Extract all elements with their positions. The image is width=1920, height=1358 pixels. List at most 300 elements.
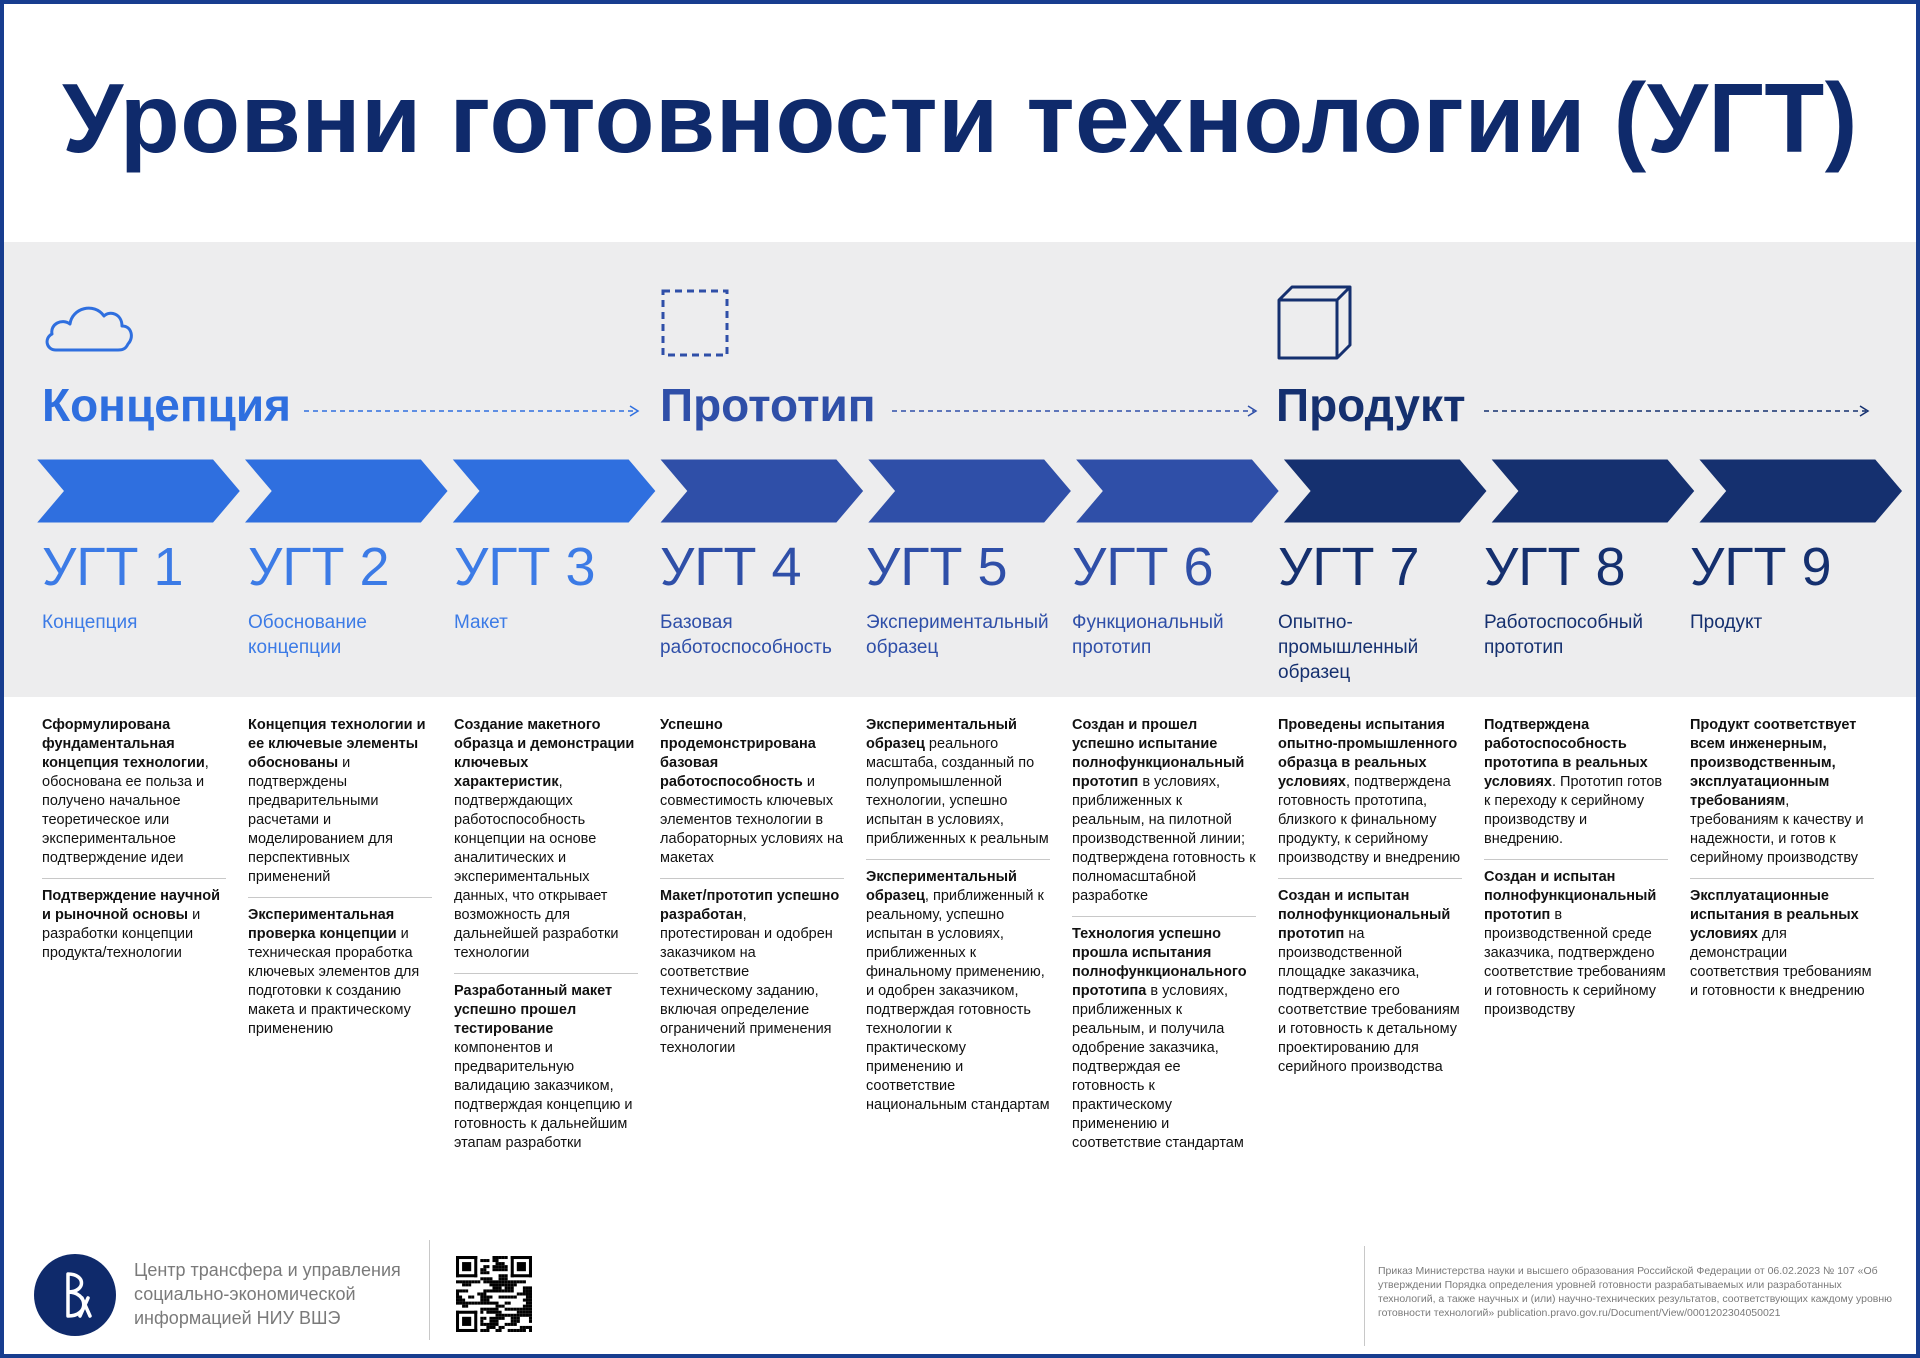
qr-module <box>511 1286 514 1289</box>
description-divider <box>660 878 844 879</box>
qr-module <box>517 1317 520 1320</box>
description-block <box>1072 925 1256 1153</box>
qr-module <box>456 1289 459 1292</box>
description-bold: Подтверждена работоспособность прототипа в реальных условиях <box>1484 717 1648 790</box>
qr-module <box>508 1280 511 1283</box>
description-bold: Эксплуатационные испытания в реальных условиях <box>1690 888 1859 942</box>
qr-module <box>468 1302 471 1305</box>
qr-module <box>505 1286 508 1289</box>
qr-module <box>483 1308 486 1311</box>
description-bold: Экспериментальная проверка концепции <box>248 907 397 942</box>
qr-module <box>462 1305 465 1308</box>
qr-module <box>499 1326 502 1329</box>
phase-label-concept: Концепция <box>42 379 292 431</box>
description-divider <box>1072 916 1256 917</box>
qr-module <box>456 1302 459 1305</box>
qr-module <box>483 1323 486 1326</box>
qr-module <box>526 1299 529 1302</box>
qr-module <box>514 1296 517 1299</box>
qr-module <box>499 1296 502 1299</box>
qr-module <box>526 1305 529 1308</box>
qr-module <box>480 1299 483 1302</box>
qr-module <box>508 1283 511 1286</box>
description-bold: Экспериментальный образец <box>866 717 1017 752</box>
qr-module <box>529 1320 532 1323</box>
qr-module <box>492 1268 495 1271</box>
qr-module <box>529 1296 532 1299</box>
description-bold: Экспериментальный образец <box>866 869 1017 904</box>
description-text: , протестирован и одобрен заказчиком на соответствие техническому заданию, включая определение ограничений применения технологии <box>660 907 833 1056</box>
qr-module <box>529 1329 532 1332</box>
description-block <box>1484 716 1668 849</box>
qr-module <box>492 1259 495 1262</box>
qr-module <box>486 1329 489 1332</box>
qr-module <box>505 1283 508 1286</box>
qr-module <box>502 1305 505 1308</box>
qr-module <box>486 1296 489 1299</box>
qr-module <box>529 1311 532 1314</box>
qr-module <box>480 1329 483 1332</box>
level-number: УГТ 1 <box>42 537 184 597</box>
qr-module <box>486 1323 489 1326</box>
chevron-segment <box>657 458 865 524</box>
qr-module <box>529 1326 532 1329</box>
qr-module <box>505 1274 508 1277</box>
description-text: и совместимость ключевых элементов технологии в лабораторных условиях на макетах <box>660 774 844 866</box>
qr-module <box>511 1314 514 1317</box>
level-number: УГТ 6 <box>1072 537 1214 597</box>
qr-module <box>523 1292 526 1295</box>
qr-module <box>462 1289 465 1292</box>
qr-module <box>517 1292 520 1295</box>
description-text: на производственной площадке заказчика, подтверждено его соответствие требованиям и готовность к детальному проектированию для серийного производства <box>1278 926 1460 1075</box>
qr-module <box>502 1280 505 1283</box>
description-block <box>248 716 432 887</box>
qr-module <box>462 1299 465 1302</box>
qr-module <box>517 1329 520 1332</box>
qr-module <box>505 1302 508 1305</box>
qr-module <box>511 1256 532 1259</box>
qr-module <box>514 1308 517 1311</box>
level-number: УГТ 7 <box>1278 537 1420 597</box>
qr-module <box>483 1268 486 1271</box>
qr-module <box>459 1280 462 1283</box>
qr-module <box>489 1320 492 1323</box>
description-block <box>42 887 226 963</box>
description-bold: Создан и испытан полнофункциональный прототип <box>1278 888 1451 942</box>
qr-module <box>480 1311 483 1314</box>
qr-module <box>489 1317 492 1320</box>
qr-module <box>499 1329 502 1332</box>
qr-module <box>465 1305 468 1308</box>
qr-module <box>496 1323 499 1326</box>
qr-module <box>511 1308 514 1311</box>
qr-module <box>526 1326 529 1329</box>
qr-module <box>514 1283 517 1286</box>
qr-module <box>474 1302 477 1305</box>
description-bold: Создан и прошел успешно испытание полнофункциональный прототип <box>1072 717 1245 790</box>
qr-module <box>505 1268 508 1271</box>
qr-module <box>529 1317 532 1320</box>
qr-module <box>511 1320 514 1323</box>
level-name: Опытно-промышленный образец <box>1278 612 1419 683</box>
qr-module <box>514 1323 517 1326</box>
qr-module <box>462 1317 471 1326</box>
qr-module <box>486 1308 489 1311</box>
qr-module <box>529 1256 532 1277</box>
qr-module <box>459 1296 462 1299</box>
qr-module <box>486 1265 489 1268</box>
qr-module <box>456 1256 477 1259</box>
qr-module <box>486 1299 489 1302</box>
qr-module <box>514 1314 517 1317</box>
qr-module <box>526 1302 529 1305</box>
qr-module <box>471 1280 474 1283</box>
qr-module <box>517 1314 520 1317</box>
qr-module <box>499 1314 502 1317</box>
description-bold: Проведены испытания опытно-промышленного образца в реальных условиях <box>1278 717 1458 790</box>
description-bold: Концепция технологии и ее ключевые элементы обоснованы <box>248 717 426 771</box>
qr-module <box>523 1314 526 1317</box>
qr-module <box>474 1311 477 1332</box>
qr-module <box>526 1292 529 1295</box>
phase-label-prototype: Прототип <box>660 379 876 431</box>
qr-module <box>462 1283 465 1286</box>
qr-module <box>496 1302 499 1305</box>
qr-module <box>508 1329 511 1332</box>
qr-module <box>514 1280 517 1283</box>
description-block <box>1278 887 1462 1077</box>
qr-module <box>462 1302 465 1305</box>
description-bold: Создание макетного образца и демонстрации ключевых характеристик <box>454 717 635 790</box>
qr-module <box>511 1289 514 1292</box>
qr-module <box>480 1277 483 1280</box>
qr-module <box>471 1302 474 1305</box>
description-bold: Создан и испытан полнофункциональный прототип <box>1484 869 1657 923</box>
footer-divider <box>429 1240 430 1340</box>
qr-module <box>526 1289 529 1292</box>
qr-module <box>499 1311 502 1314</box>
qr-module <box>529 1305 532 1308</box>
qr-module <box>523 1308 526 1311</box>
phase-arrow-3 <box>1484 404 1874 418</box>
qr-module <box>529 1292 532 1295</box>
qr-module <box>529 1314 532 1317</box>
description-text: для демонстрации соответствия требованиям и готовности к внедрению <box>1690 926 1872 999</box>
qr-module <box>480 1271 483 1274</box>
qr-module <box>456 1311 477 1314</box>
dashed-square-icon <box>660 288 730 358</box>
page-title: Уровни готовности технологии (УГТ) <box>62 63 1858 173</box>
qr-module <box>483 1299 486 1302</box>
qr-code-icon[interactable] <box>456 1256 532 1332</box>
description-block <box>454 716 638 963</box>
level-number: УГТ 9 <box>1690 537 1832 597</box>
qr-module <box>514 1317 517 1320</box>
level-2 <box>248 534 448 660</box>
qr-module <box>505 1277 508 1280</box>
qr-module <box>480 1292 483 1295</box>
qr-module <box>517 1311 520 1314</box>
description-divider <box>42 878 226 879</box>
qr-module <box>505 1308 508 1311</box>
qr-module <box>529 1289 532 1292</box>
qr-module <box>499 1289 502 1292</box>
description-text: и разработки концепции продукта/технологии <box>42 907 201 961</box>
qr-module <box>477 1292 480 1295</box>
qr-module <box>517 1280 520 1283</box>
chevron-segment <box>1281 458 1489 524</box>
qr-module <box>489 1289 492 1292</box>
qr-module <box>523 1286 526 1289</box>
qr-module <box>480 1302 483 1305</box>
qr-module <box>483 1265 486 1268</box>
qr-module <box>492 1320 495 1323</box>
phase-label-product: Продукт <box>1276 379 1466 431</box>
description-column-2 <box>248 716 432 1039</box>
level-number: УГТ 4 <box>660 537 802 597</box>
qr-module <box>496 1262 499 1265</box>
qr-module <box>496 1320 499 1323</box>
description-column-3 <box>454 716 638 1153</box>
level-name: Работоспособный прототип <box>1484 612 1643 658</box>
qr-module <box>499 1277 502 1280</box>
description-divider <box>866 859 1050 860</box>
level-5 <box>866 534 1066 660</box>
qr-module <box>465 1302 468 1305</box>
qr-module <box>508 1296 511 1299</box>
qr-module <box>496 1305 499 1308</box>
qr-module <box>459 1302 462 1305</box>
description-text: , подтверждающих работоспособность концепции на основе аналитических и экспериментальных данных, что открывает возможность для дальнейшей разработки технологии <box>454 774 619 961</box>
level-name: Функциональный прототип <box>1072 612 1224 658</box>
qr-module <box>483 1271 486 1274</box>
qr-module <box>496 1317 499 1320</box>
chevron-segment <box>1073 458 1281 524</box>
description-text: в условиях, приближенных к реальным, и получила одобрение заказчика, подтверждая ее готовность к практическому применению и соответствие стандартам <box>1072 983 1244 1151</box>
qr-module <box>502 1268 505 1271</box>
qr-module <box>477 1280 480 1283</box>
qr-module <box>489 1302 492 1305</box>
qr-module <box>483 1302 486 1305</box>
qr-module <box>517 1320 520 1323</box>
qr-module <box>456 1280 459 1283</box>
qr-module <box>511 1256 514 1277</box>
description-text: , требованиям к качеству и надежности, и готов к серийному производству <box>1690 793 1864 866</box>
chevron-segment <box>450 458 658 524</box>
qr-module <box>508 1289 511 1292</box>
qr-module <box>456 1311 459 1332</box>
qr-module <box>526 1314 529 1317</box>
level-8 <box>1484 534 1684 660</box>
qr-module <box>483 1292 486 1295</box>
qr-module <box>468 1283 471 1286</box>
legal-note <box>1378 1264 1898 1320</box>
qr-module <box>520 1308 523 1311</box>
qr-module <box>505 1323 508 1326</box>
description-block <box>1072 716 1256 906</box>
description-column-6 <box>1072 716 1256 1153</box>
description-text: компонентов и предварительную валидацию заказчиком, подтверждая концепцию и готовность к дальнейшим этапам разработки <box>454 1040 633 1151</box>
qr-module <box>496 1268 499 1271</box>
description-block <box>1278 716 1462 868</box>
qr-module <box>492 1311 495 1314</box>
qr-module <box>496 1308 499 1311</box>
qr-module <box>480 1320 483 1323</box>
qr-module <box>492 1323 495 1326</box>
level-4 <box>660 534 860 660</box>
qr-module <box>474 1280 477 1283</box>
qr-module <box>526 1286 529 1289</box>
qr-module <box>496 1286 499 1289</box>
qr-module <box>496 1280 499 1283</box>
description-block <box>660 716 844 868</box>
qr-module <box>486 1271 489 1274</box>
qr-module <box>486 1277 489 1280</box>
qr-module <box>529 1308 532 1311</box>
qr-module <box>511 1296 514 1299</box>
qr-module <box>502 1296 505 1299</box>
chevron-segment <box>1696 458 1904 524</box>
level-name: Продукт <box>1690 612 1763 633</box>
qr-module <box>492 1317 495 1320</box>
qr-module <box>496 1289 499 1292</box>
infographic <box>4 4 1916 1354</box>
description-block <box>866 716 1050 849</box>
qr-module <box>523 1305 526 1308</box>
qr-module <box>465 1280 468 1283</box>
qr-module <box>480 1296 483 1299</box>
description-block <box>660 887 844 1058</box>
description-bold: Разработанный макет успешно прошел тестирование <box>454 983 613 1037</box>
description-column-9 <box>1690 716 1874 1001</box>
qr-module <box>496 1311 499 1314</box>
qr-module <box>505 1265 508 1268</box>
qr-module <box>502 1283 505 1286</box>
qr-module <box>526 1311 529 1314</box>
description-divider <box>1690 878 1874 879</box>
description-bold: Подтверждение научной и рыночной основы <box>42 888 220 923</box>
qr-module <box>499 1317 502 1320</box>
description-column-4 <box>660 716 844 1058</box>
description-text: и техническая проработка ключевых элементов для подготовки к созданию макета и практическому применению <box>248 926 420 1037</box>
qr-module <box>483 1277 486 1280</box>
description-column-8 <box>1484 716 1668 1020</box>
qr-module <box>517 1308 520 1311</box>
qr-module <box>499 1268 502 1271</box>
qr-module <box>508 1302 511 1305</box>
qr-module <box>462 1262 471 1271</box>
qr-module <box>529 1299 532 1302</box>
qr-module <box>489 1296 492 1299</box>
qr-module <box>456 1299 459 1302</box>
qr-module <box>480 1323 483 1326</box>
qr-module <box>492 1302 495 1305</box>
hse-logo-mark <box>34 1254 116 1336</box>
qr-module <box>502 1256 505 1259</box>
qr-module <box>492 1256 495 1259</box>
qr-module <box>486 1289 489 1292</box>
qr-module <box>526 1308 529 1311</box>
qr-module <box>505 1289 508 1292</box>
description-text: в условиях, приближенных к реальным, на пилотной производственной линии; подтверждена готовность к полномасштабной разработке <box>1072 774 1256 904</box>
qr-module <box>492 1265 495 1268</box>
qr-module <box>480 1308 483 1311</box>
qr-module <box>499 1286 502 1289</box>
qr-module <box>492 1289 495 1292</box>
qr-module <box>492 1326 495 1329</box>
qr-module <box>459 1299 462 1302</box>
qr-module <box>511 1280 514 1283</box>
qr-module <box>492 1280 495 1283</box>
qr-module <box>496 1265 499 1268</box>
org-name: Центр трансфера и управления социально-экономической информацией НИУ ВШЭ <box>134 1260 401 1328</box>
level-3 <box>454 534 654 635</box>
qr-module <box>502 1289 505 1292</box>
qr-module <box>502 1265 505 1268</box>
qr-module <box>483 1289 486 1292</box>
qr-module <box>483 1317 486 1320</box>
chevron-segment <box>1488 458 1696 524</box>
qr-module <box>520 1314 523 1317</box>
qr-module <box>483 1296 486 1299</box>
qr-module <box>511 1283 514 1286</box>
qr-module <box>468 1296 471 1299</box>
level-number: УГТ 8 <box>1484 537 1626 597</box>
qr-module <box>514 1329 517 1332</box>
qr-module <box>523 1289 526 1292</box>
level-name: Макет <box>454 612 508 633</box>
qr-module <box>477 1302 480 1305</box>
qr-module <box>489 1283 492 1286</box>
phase-arrow-1 <box>304 404 644 418</box>
description-bold: Сформулирована фундаментальная концепция технологии <box>42 717 205 771</box>
description-block <box>866 868 1050 1115</box>
qr-module <box>517 1262 526 1271</box>
qr-module <box>505 1296 508 1299</box>
qr-module <box>508 1314 511 1317</box>
qr-module <box>486 1302 489 1305</box>
qr-module <box>499 1265 502 1268</box>
legal-divider <box>1364 1246 1365 1346</box>
qr-module <box>508 1323 511 1326</box>
legal-link[interactable]: publication.pravo.gov.ru/Document/View/0001202304050021 <box>1497 1307 1781 1319</box>
chevron-segment <box>34 458 242 524</box>
qr-module <box>496 1314 499 1317</box>
level-9 <box>1690 534 1890 635</box>
qr-module <box>511 1317 514 1320</box>
qr-module <box>480 1259 483 1262</box>
description-text: в производственной среде заказчика, подтверждено соответствие требованиям и готовность к серийному производству <box>1484 907 1666 1018</box>
description-divider <box>1278 878 1462 879</box>
qr-module <box>474 1256 477 1277</box>
qr-module <box>492 1286 495 1289</box>
qr-module <box>508 1308 511 1311</box>
description-column-1 <box>42 716 226 963</box>
qr-module <box>511 1274 532 1277</box>
description-column-5 <box>866 716 1050 1115</box>
qr-module <box>456 1274 477 1277</box>
qr-module <box>505 1256 508 1259</box>
qr-module <box>508 1286 511 1289</box>
qr-module <box>496 1256 499 1259</box>
qr-module <box>459 1289 462 1292</box>
description-text: , обоснована ее польза и получено начальное теоретическое или экспериментальное подтверждение идеи <box>42 755 209 866</box>
qr-module <box>456 1292 459 1295</box>
qr-module <box>523 1326 526 1329</box>
description-text: , подтверждена готовность прототипа, близкого к финальному продукту, к серийному производству и внедрению <box>1278 774 1461 866</box>
description-block <box>248 906 432 1039</box>
